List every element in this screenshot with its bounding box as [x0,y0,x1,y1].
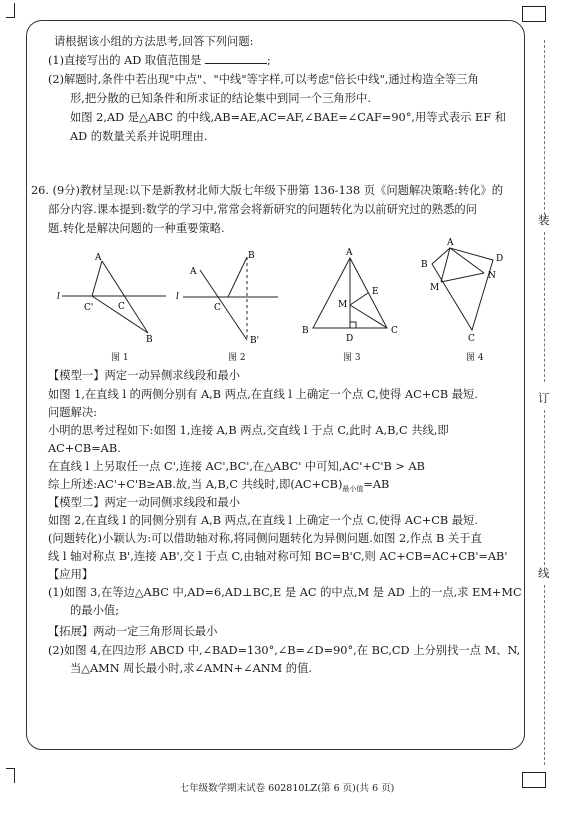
binding-mark-ding: 订 [538,391,550,405]
corner-mark-top-left [6,3,15,18]
fig1-label-C: C [118,302,125,312]
fig2-label-l: l [176,292,179,302]
question-1-text: (1)直接写出的 AD 取值范围是 [48,54,202,67]
model-1-line-5: 在直线 l 上另取任一点 C',连接 AC',BC',在△ABC' 中可知,AC'+C'B > AB [48,460,425,473]
q26-line-3: 题.转化是解决问题的一种重要策略. [48,222,225,235]
fig4-label-M: M [430,283,440,293]
fig3-label-M: M [338,300,348,310]
fig2-label-B: B [248,251,255,261]
question-1 [48,53,271,69]
fig3-label-E: E [372,287,379,297]
fig1-label-l: l [57,292,60,302]
model-2-title: 【模型二】两定一动同侧求线段和最小 [48,496,241,509]
fig4-label-N: N [488,271,496,281]
model-1-line-6 [48,477,389,497]
model-2-line-2: (问题转化)小颖认为:可以借助轴对称,将同侧问题转化为异侧问题.如图 2,作点 B 关于直 [48,532,482,545]
model-2-line-1: 如图 2,在直线 l 的同侧分别有 A,B 两点,在直线 l 上确定一个点 C,使得 AC+CB 最短. [48,514,478,527]
binding-line [544,585,545,765]
fig1-label-A: A [95,253,102,263]
figure-1-caption: 图 1 [111,353,129,363]
question-2-line-2: 形,把分散的已知条件和所求证的结论集中到同一个三角形中. [70,92,371,105]
q26-line-2: 部分内容.课本提到:数学的学习中,常常会将新研究的问题转化为以前研究过的熟悉的问 [48,203,477,216]
question-2-line-3: 如图 2,AD 是△ABC 的中线,AB=AE,AC=AF,∠BAE=∠CAF=90°,用等式表示 EF 和 [70,111,507,124]
binding-mark-xian: 线 [538,566,550,580]
fig4-label-A: A [447,238,454,248]
figure-3-caption: 图 3 [343,353,361,363]
figure-4-caption: 图 4 [466,353,484,363]
application-line-1: (1)如图 3,在等边△ABC 中,AD=6,AD⊥BC,E 是 AC 的中点,M 是 AD 上的一点,求 EM+MC [48,586,522,599]
fig2-label-C: C [214,303,221,313]
fig3-label-C: C [391,326,398,336]
fig1-label-C1: C' [84,303,94,313]
extension-line-2: 当△AMN 周长最小时,求∠AMN+∠ANM 的值. [70,662,312,675]
figure-4 [432,248,493,330]
model-1-title: 【模型一】两定一动异侧求线段和最小 [48,369,241,382]
figure-1 [62,261,166,333]
fig4-label-D: D [496,254,504,264]
fig3-label-D: D [346,334,354,344]
extension-title: 【拓展】两动一定三角形周长最小 [48,625,218,638]
model-2-line-3: 线 l 轴对称点 B',连接 AB',交 l 于点 C,由轴对称可知 BC=B'C,则 AC+CB=AC+CB'=AB' [48,550,508,563]
page-footer: 七年级数学期末试卷 602810LZ(第 6 页)(共 6 页) [179,783,395,794]
intro-text: 请根据该小组的方法思考,回答下列问题: [54,35,254,48]
question-1-end: ; [266,54,271,67]
min-subscript: 最小值 [342,485,364,493]
corner-box-top-right [522,6,546,22]
fig2-label-A: A [190,267,197,277]
model-1-line-1: 如图 1,在直线 l 的两侧分别有 A,B 两点,在直线 l 上确定一个点 C,使得 AC+CB 最短. [48,388,478,401]
figure-2-caption: 图 2 [228,353,246,363]
fig4-label-B: B [421,260,428,270]
model-1-line-6-end: =AB [363,478,390,491]
question-2-line-4: AD 的数量关系并说明理由. [70,130,208,143]
model-1-line-4: AC+CB=AB. [48,442,121,455]
fig1-label-B: B [146,335,153,345]
binding-mark-zhuang: 装 [538,213,550,227]
fig4-label-C: C [468,334,475,344]
model-1-line-3: 小明的思考过程如下:如图 1,连接 A,B 两点,交直线 l 于点 C,此时 A,B,C 共线,即 [48,424,449,437]
answer-blank [205,53,267,64]
model-1-line-6-main: 综上所述:AC'+C'B≥AB.故,当 A,B,C 共线时,即(AC+CB) [48,478,343,491]
model-1-line-2: 问题解决: [48,406,97,419]
figures [0,230,574,370]
fig2-label-B1: B' [250,336,260,346]
figure-2 [183,257,278,340]
extension-line-1: (2)如图 4,在四边形 ABCD 中,∠BAD=130°,∠B=∠D=90°,在 BC,CD 上分别找一点 M、N, [48,644,521,657]
application-title: 【应用】 [48,568,94,581]
q26-line-1: 26. (9分)教材呈现:以下是新教材北师大版七年级下册第 136-138 页《问题解决策略:转化》的 [31,184,504,197]
binding-line [544,410,545,565]
fig3-label-A: A [346,248,353,258]
binding-line [544,40,545,220]
question-2-line-1: (2)解题时,条件中若出现"中点"、"中线"等字样,可以考虑"倍长中线",通过构造全等三角 [48,73,479,86]
fig3-label-B: B [302,326,309,336]
application-line-2: 的最小值; [70,604,119,617]
